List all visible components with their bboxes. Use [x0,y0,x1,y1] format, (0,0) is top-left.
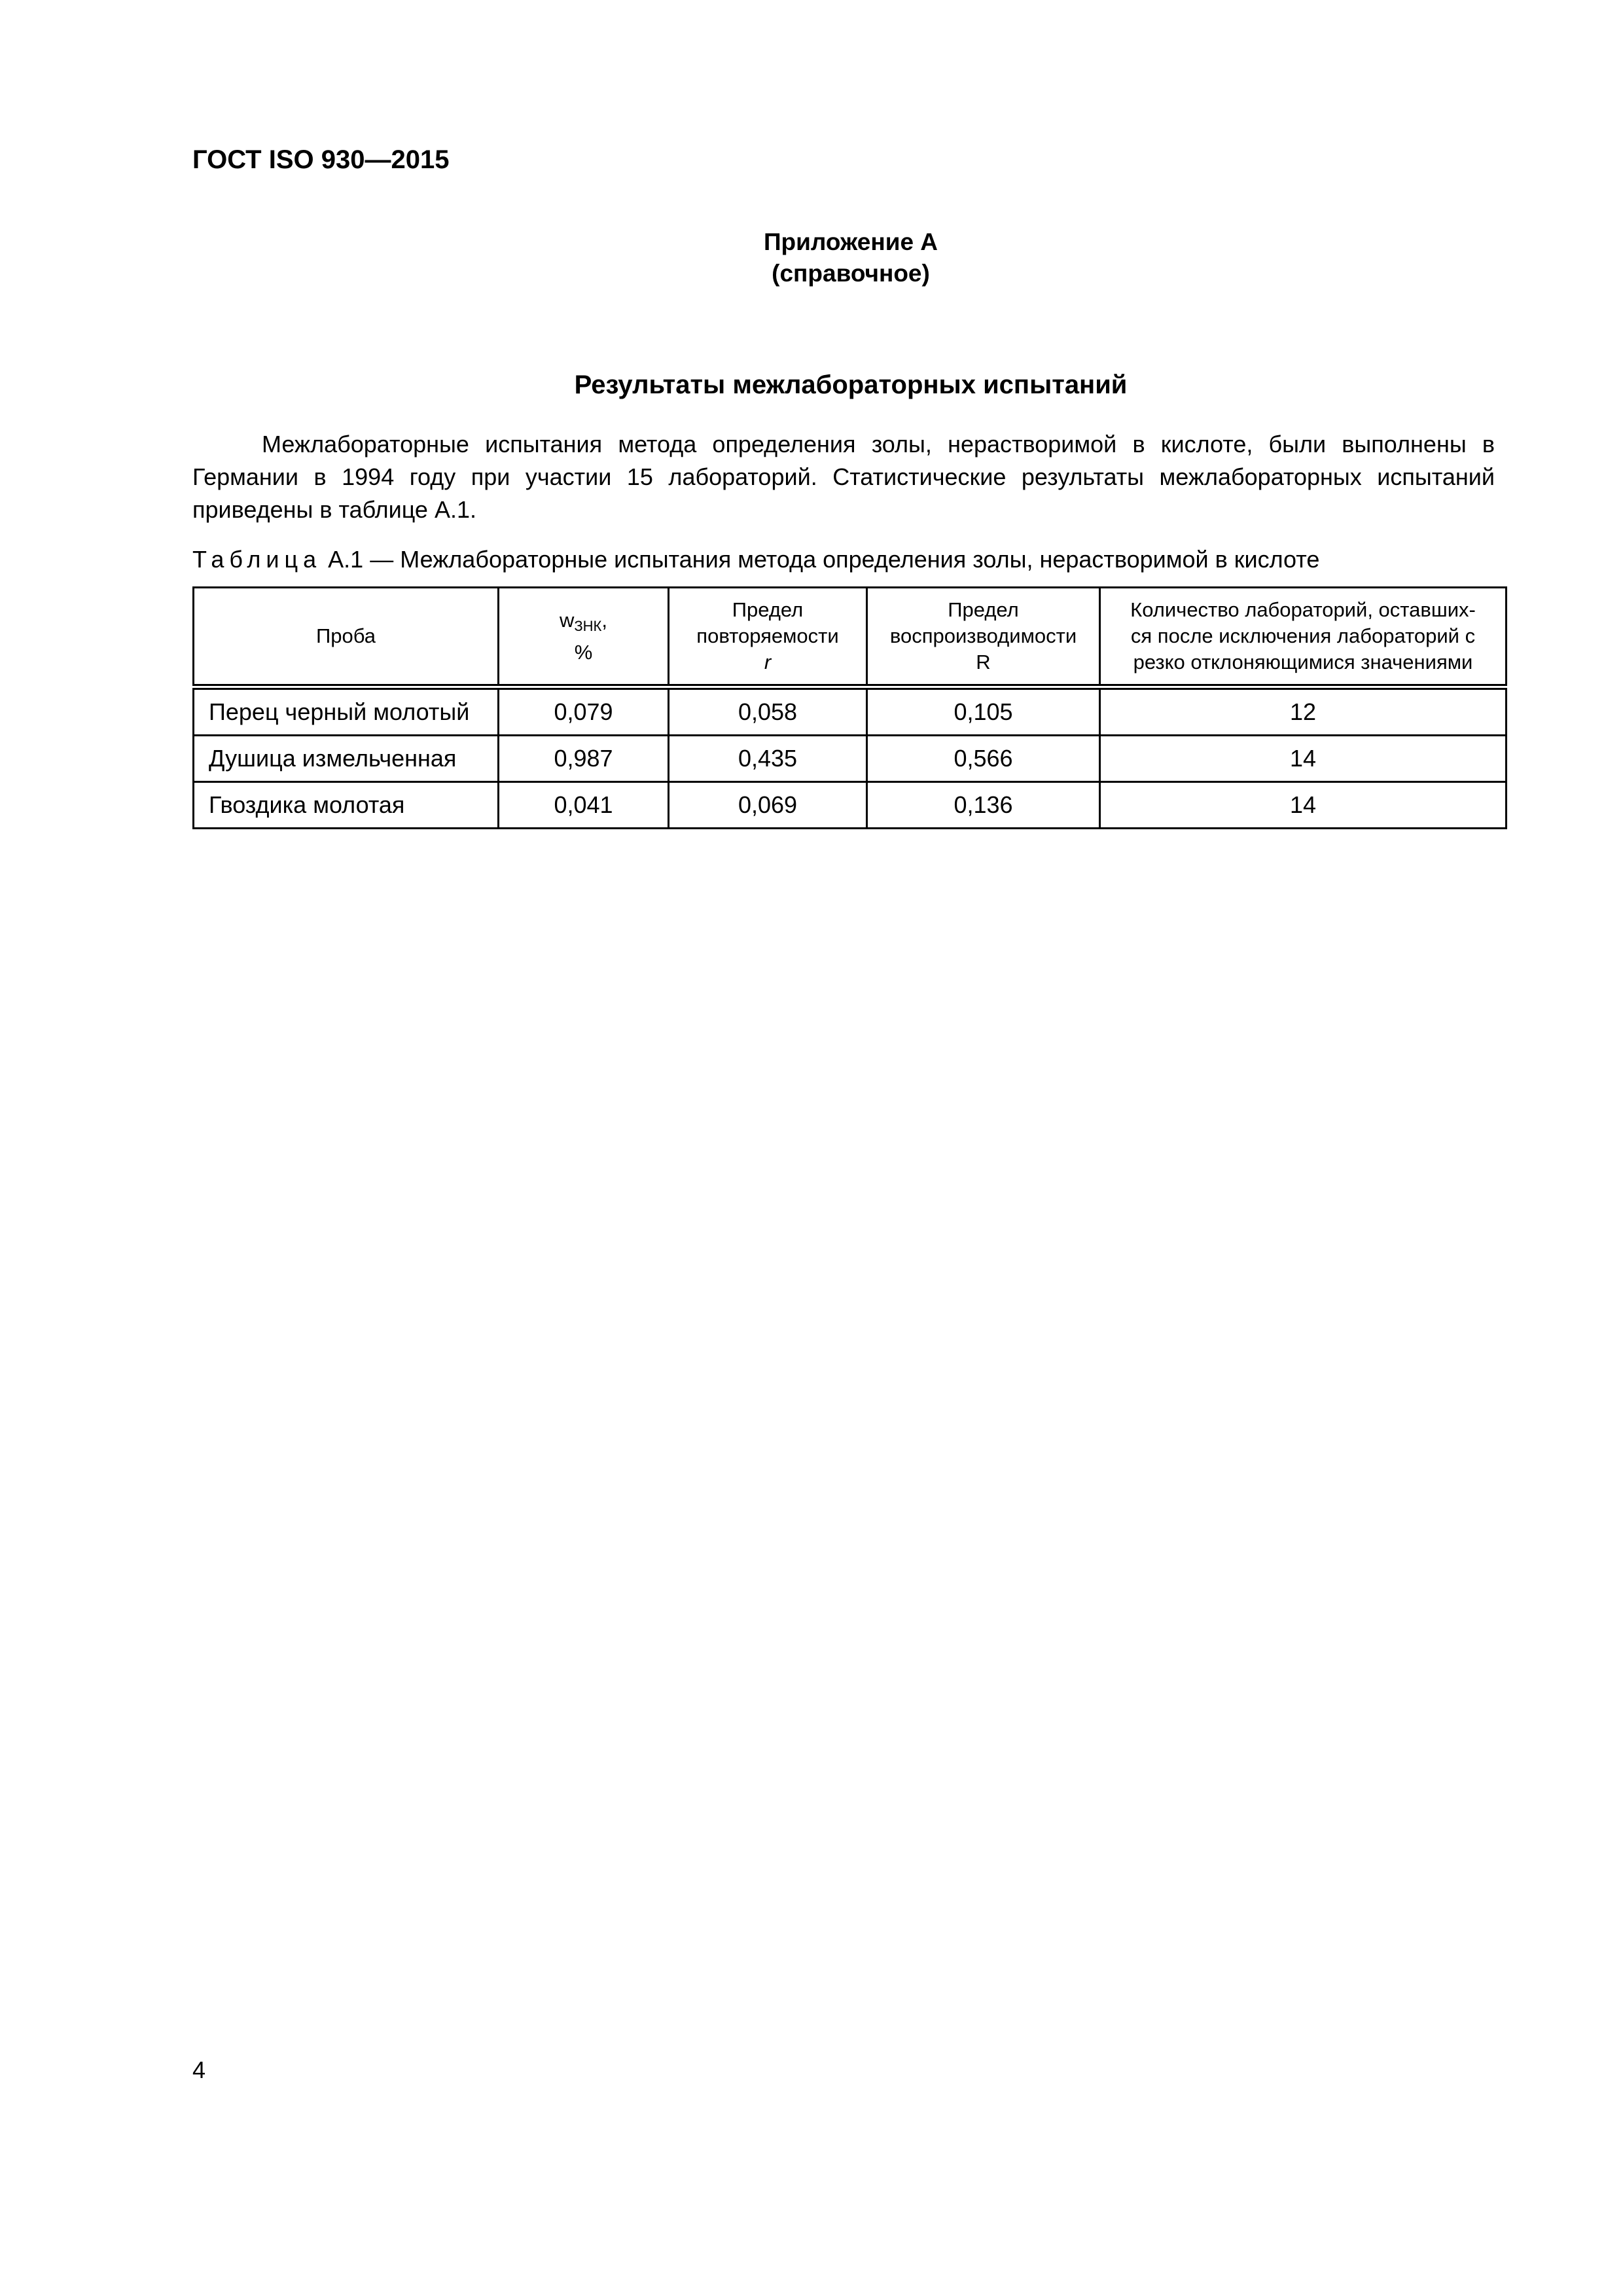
page-number: 4 [192,2056,206,2083]
header-labs [1100,588,1507,687]
header-labs-line2: ся после исключения лабораторий с [1130,624,1476,647]
table-caption-label: Таблица [192,546,322,573]
table-row [194,782,1507,829]
cell-sample: Душица измельченная [194,736,499,782]
section-title: Результаты межлабораторных испытаний [574,370,1128,399]
section-paragraph: Межлабораторные испытания метода определения золы, нерастворимой в кислоте, были выполнены в Германии в 1994 году при участии 15 лабораторий. Статистические результаты межлабораторных испытаний приведены в таблице А.1. [192,431,1495,523]
table-caption-text: А.1 — Межлабораторные испытания метода определения золы, нерастворимой в кислоте [328,546,1320,573]
cell-r: 0,069 [669,782,867,829]
cell-w: 0,987 [499,736,669,782]
cell-R: 0,136 [867,782,1100,829]
cell-labs: 12 [1100,687,1507,736]
header-sample [194,588,499,687]
cell-labs: 14 [1100,736,1507,782]
header-repeatability-line1: Предел [732,598,804,621]
header-w-unit: % [574,640,593,664]
table-header-row [194,588,1507,687]
cell-sample: Перец черный молотый [194,687,499,736]
table-caption [192,546,1319,573]
header-reproducibility-line1: Предел [948,598,1019,621]
header-reproducibility-line2: воспроизводимости [889,624,1077,647]
appendix-heading [0,226,1623,289]
header-w [499,588,669,687]
table-row [194,687,1507,736]
appendix-kind: (справочное) [772,260,930,287]
cell-r: 0,058 [669,687,867,736]
header-sample-label: Проба [315,624,376,647]
document-code: ГОСТ ISO 930—2015 [192,145,450,174]
cell-R: 0,105 [867,687,1100,736]
cell-w: 0,079 [499,687,669,736]
header-labs-line3: резко отклоняющимися значениями [1133,651,1473,673]
header-w-suffix: , [601,608,607,632]
header-labs-line1: Количество лабораторий, оставших- [1130,598,1476,621]
cell-labs: 14 [1100,782,1507,829]
header-reproducibility [867,588,1100,687]
header-repeatability-symbol: r [764,651,772,673]
cell-sample: Гвоздика молотая [194,782,499,829]
appendix-title: Приложение А [763,228,938,255]
header-repeatability [669,588,867,687]
cell-r: 0,435 [669,736,867,782]
header-w-subscript: ЗНК [574,617,602,634]
cell-R: 0,566 [867,736,1100,782]
results-table [192,586,1507,829]
table-row [194,736,1507,782]
header-repeatability-line2: повторяемости [696,624,839,647]
header-w-symbol: w [559,608,575,632]
header-reproducibility-symbol: R [976,651,991,673]
cell-w: 0,041 [499,782,669,829]
